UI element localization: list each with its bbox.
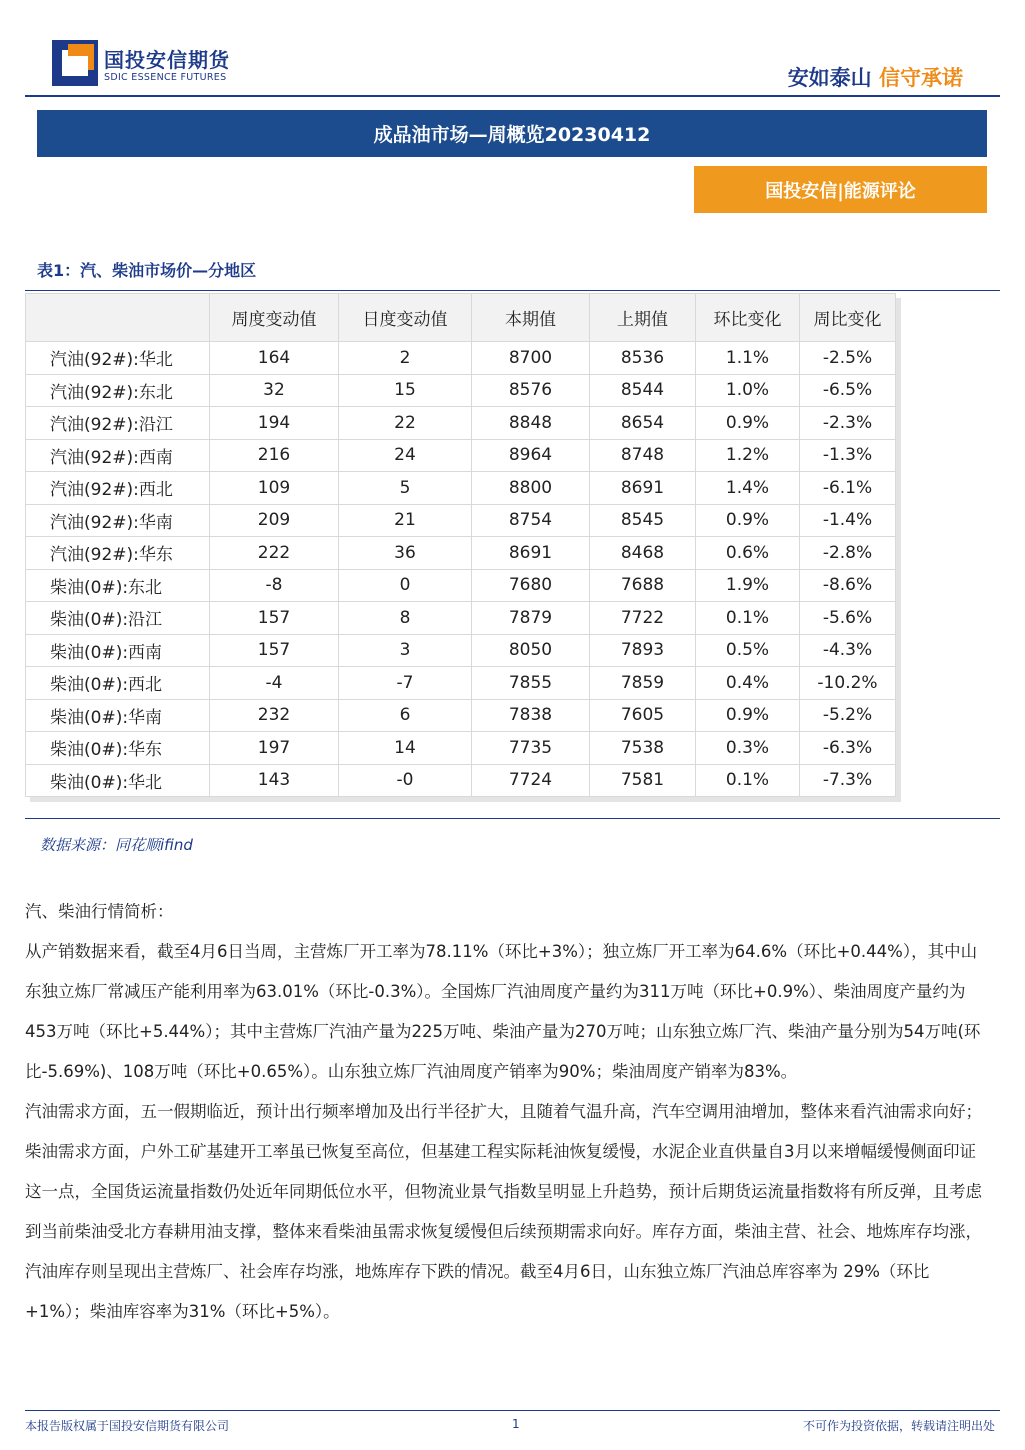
table-row: [26, 472, 896, 505]
table-cell: -2.8%: [800, 537, 896, 570]
table-row: [26, 342, 896, 375]
table-cell: 1.2%: [696, 439, 800, 472]
table-cell: 7855: [472, 667, 590, 700]
row-label-cell: 汽油(92#):华南: [26, 504, 210, 537]
table-cell: 209: [210, 504, 339, 537]
table-header-cell: 周比变化: [800, 294, 896, 342]
table-cell: -4: [210, 667, 339, 700]
table-cell: 7680: [472, 569, 590, 602]
table-cell: 8536: [590, 342, 696, 375]
table-cell: 0.1%: [696, 764, 800, 797]
table-header-row: [26, 294, 896, 342]
table-cell: 7724: [472, 764, 590, 797]
table-cell: 5: [339, 472, 472, 505]
table-cell: 0.1%: [696, 602, 800, 635]
table-cell: -5.2%: [800, 699, 896, 732]
row-label-cell: 汽油(92#):华北: [26, 342, 210, 375]
table-cell: -6.3%: [800, 732, 896, 765]
table-cell: 36: [339, 537, 472, 570]
table-cell: 0.5%: [696, 634, 800, 667]
table-cell: 109: [210, 472, 339, 505]
table-cell: 7688: [590, 569, 696, 602]
table-cell: 8691: [590, 472, 696, 505]
row-label-cell: 柴油(0#):沿江: [26, 602, 210, 635]
table-cell: 8576: [472, 374, 590, 407]
table-cell: 8654: [590, 407, 696, 440]
table-cell: 1.4%: [696, 472, 800, 505]
table-cell: 0.9%: [696, 504, 800, 537]
table-header-cell: 上期值: [590, 294, 696, 342]
table-cell: 8800: [472, 472, 590, 505]
slogan-part2: 信守承诺: [879, 66, 963, 90]
header-divider: [25, 95, 1000, 97]
page-number: 1: [512, 1417, 520, 1431]
table-cell: 8: [339, 602, 472, 635]
table-cell: 7879: [472, 602, 590, 635]
table-row: [26, 602, 896, 635]
table-header-cell: [26, 294, 210, 342]
row-label-cell: 汽油(92#):西南: [26, 439, 210, 472]
caption-divider: [25, 290, 1000, 291]
table-cell: 8545: [590, 504, 696, 537]
table-row: [26, 634, 896, 667]
table-cell: 21: [339, 504, 472, 537]
table-cell: 164: [210, 342, 339, 375]
table-cell: 1.9%: [696, 569, 800, 602]
table-row: [26, 667, 896, 700]
table-cell: 7893: [590, 634, 696, 667]
table-cell: 7735: [472, 732, 590, 765]
logo-company-name: 国投安信期货: [104, 48, 230, 72]
logo-company-name-en: SDIC ESSENCE FUTURES: [104, 72, 227, 83]
table-cell: -1.3%: [800, 439, 896, 472]
table-cell: 0.9%: [696, 407, 800, 440]
slogan: [788, 62, 963, 92]
table-cell: 8691: [472, 537, 590, 570]
row-label-cell: 汽油(92#):西北: [26, 472, 210, 505]
table-cell: -5.6%: [800, 602, 896, 635]
table-cell: 8700: [472, 342, 590, 375]
table-row: [26, 699, 896, 732]
table-cell: 8964: [472, 439, 590, 472]
table-row: [26, 537, 896, 570]
table-cell: 8848: [472, 407, 590, 440]
table-row: [26, 374, 896, 407]
row-label-cell: 柴油(0#):华南: [26, 699, 210, 732]
table-cell: 22: [339, 407, 472, 440]
table-cell: 6: [339, 699, 472, 732]
table-cell: -10.2%: [800, 667, 896, 700]
table-cell: 32: [210, 374, 339, 407]
table-cell: 157: [210, 602, 339, 635]
table-cell: -2.3%: [800, 407, 896, 440]
table-cell: -7: [339, 667, 472, 700]
table-cell: 1.0%: [696, 374, 800, 407]
table-cell: -6.1%: [800, 472, 896, 505]
footer-divider: [25, 1410, 1000, 1411]
company-logo-icon: [52, 40, 98, 86]
slogan-part1: 安如泰山: [787, 66, 872, 90]
price-table: [25, 293, 896, 797]
table-row: [26, 407, 896, 440]
table-cell: -0: [339, 764, 472, 797]
table-cell: 7722: [590, 602, 696, 635]
analysis-heading: 汽、柴油行情简析：: [25, 902, 174, 921]
row-label-cell: 汽油(92#):东北: [26, 374, 210, 407]
table-cell: -8.6%: [800, 569, 896, 602]
table-header-cell: 周度变动值: [210, 294, 339, 342]
table-cell: 7838: [472, 699, 590, 732]
table-cell: 232: [210, 699, 339, 732]
table-cell: 1.1%: [696, 342, 800, 375]
row-label-cell: 柴油(0#):西北: [26, 667, 210, 700]
table-cell: 216: [210, 439, 339, 472]
row-label-cell: 汽油(92#):沿江: [26, 407, 210, 440]
table-cell: 8544: [590, 374, 696, 407]
report-title: 成品油市场—周概览20230412: [37, 110, 987, 157]
table-cell: 15: [339, 374, 472, 407]
table-cell: 8050: [472, 634, 590, 667]
table-cell: 24: [339, 439, 472, 472]
row-label-cell: 柴油(0#):东北: [26, 569, 210, 602]
table-row: [26, 732, 896, 765]
row-label-cell: 柴油(0#):华北: [26, 764, 210, 797]
table-cell: 14: [339, 732, 472, 765]
table-cell: 0.9%: [696, 699, 800, 732]
row-label-cell: 柴油(0#):华东: [26, 732, 210, 765]
table-cell: 0.6%: [696, 537, 800, 570]
table-cell: -2.5%: [800, 342, 896, 375]
table-cell: 143: [210, 764, 339, 797]
table-cell: 7859: [590, 667, 696, 700]
table-header-cell: 日度变动值: [339, 294, 472, 342]
table-cell: 7538: [590, 732, 696, 765]
table-header-cell: 本期值: [472, 294, 590, 342]
row-label-cell: 汽油(92#):华东: [26, 537, 210, 570]
table-cell: -6.5%: [800, 374, 896, 407]
table-cell: 0.4%: [696, 667, 800, 700]
table-cell: -4.3%: [800, 634, 896, 667]
table-bottom-divider: [25, 818, 1000, 819]
table-cell: 194: [210, 407, 339, 440]
footer-disclaimer: 不可作为投资依据，转载请注明出处: [802, 1419, 995, 1433]
table-cell: 8468: [590, 537, 696, 570]
table-cell: 7581: [590, 764, 696, 797]
table-cell: 0.3%: [696, 732, 800, 765]
analysis-section: [25, 892, 990, 1332]
table-cell: 0: [339, 569, 472, 602]
table-cell: 222: [210, 537, 339, 570]
table-cell: -1.4%: [800, 504, 896, 537]
table-row: [26, 569, 896, 602]
table-caption: 表1：汽、柴油市场价—分地区: [37, 261, 257, 280]
table-cell: 7605: [590, 699, 696, 732]
table-cell: 3: [339, 634, 472, 667]
table-cell: -8: [210, 569, 339, 602]
table-cell: 197: [210, 732, 339, 765]
table-body: [26, 342, 896, 797]
row-label-cell: 柴油(0#):西南: [26, 634, 210, 667]
data-source: 数据来源：同花顺ifind: [40, 836, 193, 854]
report-category-tag: 国投安信|能源评论: [694, 166, 987, 213]
table-cell: 8754: [472, 504, 590, 537]
analysis-paragraph: 汽油需求方面，五一假期临近，预计出行频率增加及出行半径扩大，且随着气温升高，汽车空调用油增加，整体来看汽油需求向好；柴油需求方面，户外工矿基建开工率虽已恢复至高位，但基建工程实际耗油恢复缓慢，水泥企业直供量自3月以来增幅缓慢侧面印证这一点，全国货运流量指数仍处近年同期低位水平，但物流业景气指数呈明显上升趋势，预计后期货运流量指数将有所反弹，且考虑到当前柴油受北方春耕用油支撑，整体来看柴油虽需求恢复缓慢但后续预期需求向好。库存方面，柴油主营、社会、地炼库存均涨，汽油库存则呈现出主营炼厂、社会库存均涨，地炼库存下跌的情况。截至4月6日，山东独立炼厂汽油总库容率为 29%（环比+1%）；柴油库容率为31%（环比+5%）。: [25, 1102, 982, 1321]
table-cell: 8748: [590, 439, 696, 472]
analysis-paragraph: 从产销数据来看，截至4月6日当周，主营炼厂开工率为78.11%（环比+3%）；独立炼厂开工率为64.6%（环比+0.44%），其中山东独立炼厂常减压产能利用率为63.01%（环比-0.3%）。全国炼厂汽油周度产量约为311万吨（环比+0.9%）、柴油周度产量约为453万吨（环比+5.44%）；其中主营炼厂汽油产量为225万吨、柴油产量为270万吨；山东独立炼厂汽、柴油产量分别为54万吨(环比-5.69%)、108万吨（环比+0.65%）。山东独立炼厂汽油周度产销率为90%；柴油周度产销率为83%。: [25, 942, 981, 1081]
table-row: [26, 504, 896, 537]
table-row: [26, 764, 896, 797]
table-row: [26, 439, 896, 472]
table-cell: -7.3%: [800, 764, 896, 797]
table-header-cell: 环比变化: [696, 294, 800, 342]
footer-copyright: 本报告版权属于国投安信期货有限公司: [25, 1419, 230, 1433]
table-cell: 157: [210, 634, 339, 667]
table-cell: 2: [339, 342, 472, 375]
